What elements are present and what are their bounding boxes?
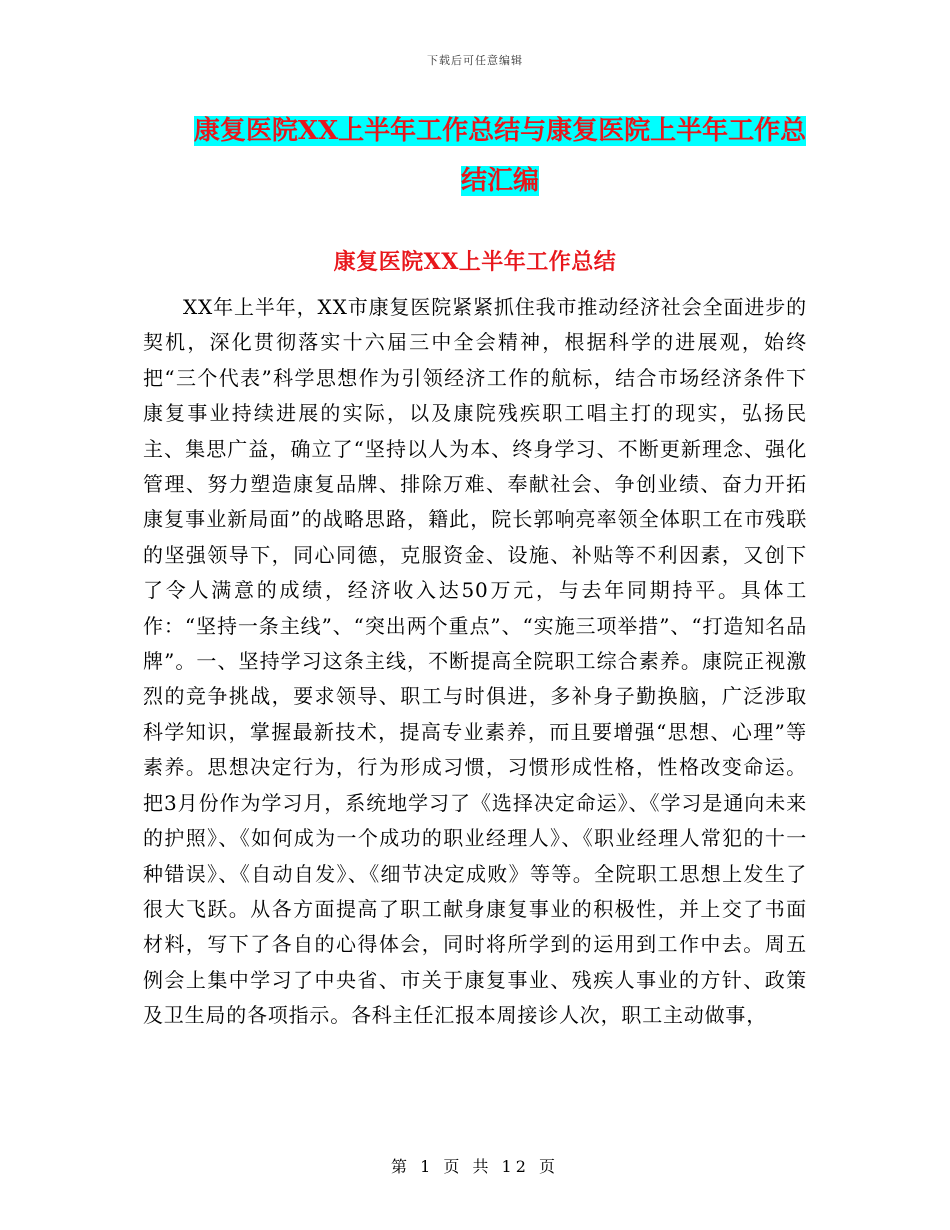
- page-footer: 第 1 页 共 12 页: [391, 1157, 559, 1176]
- body-paragraph: XX年上半年，XX市康复医院紧紧抓住我市推动经济社会全面进步的契机，深化贯彻落实十六届三中全会精神，根据科学的进展观，始终把“三个代表”科学思想作为引领经济工作的航标，结合市场经济条件下康复事业持续进展的实际，以及康院残疾职工唱主打的现实，弘扬民主、集思广益，确立了“坚持以人为本、终身学习、不断更新理念、强化管理、努力塑造康复品牌、排除万难、奉献社会、争创业绩、奋力开拓康复事业新局面”的战略思路，籍此，院长郭响亮率领全体职工在市残联的坚强领导下，同心同德，克服资金、设施、补贴等不利因素，又创下了令人满意的成绩，经济收入达50万元，与去年同期持平。具体工作：“坚持一条主线”、“突出两个重点”、“实施三项举措”、“打造知名品牌”。一、坚持学习这条主线，不断提高全院职工综合素养。康院正视激烈的竞争挑战，要求领导、职工与时俱进，多补身子勤换脑，广泛涉取科学知识，掌握最新技术，提高专业素养，而且要增强“思想、心理”等素养。思想决定行为，行为形成习惯，习惯形成性格，性格改变命运。把3月份作为学习月，系统地学习了《选择决定命运》、《学习是通向未来的护照》、《如何成为一个成功的职业经理人》、《职业经理人常犯的十一种错误》、《自动自发》、《细节决定成败》等等。全院职工思想上发生了很大飞跃。从各方面提高了职工献身康复事业的积极性，并上交了书面材料，写下了各自的心得体会，同时将所学到的运用到工作中去。周五例会上集中学习了中央省、市关于康复事业、残疾人事业的方针、政策及卫生局的各项指示。各科主任汇报本周接诊人次，职工主动做事，: [143, 295, 807, 1028]
- page-header: 下载后可任意编辑: [427, 54, 523, 67]
- section-title: 康复医院XX上半年工作总结: [333, 249, 617, 275]
- document-title-line1: 康复医院XX上半年工作总结与康复医院上半年工作总: [193, 116, 807, 146]
- document-title: [140, 106, 860, 206]
- document-title-line2: 结汇编: [460, 166, 539, 196]
